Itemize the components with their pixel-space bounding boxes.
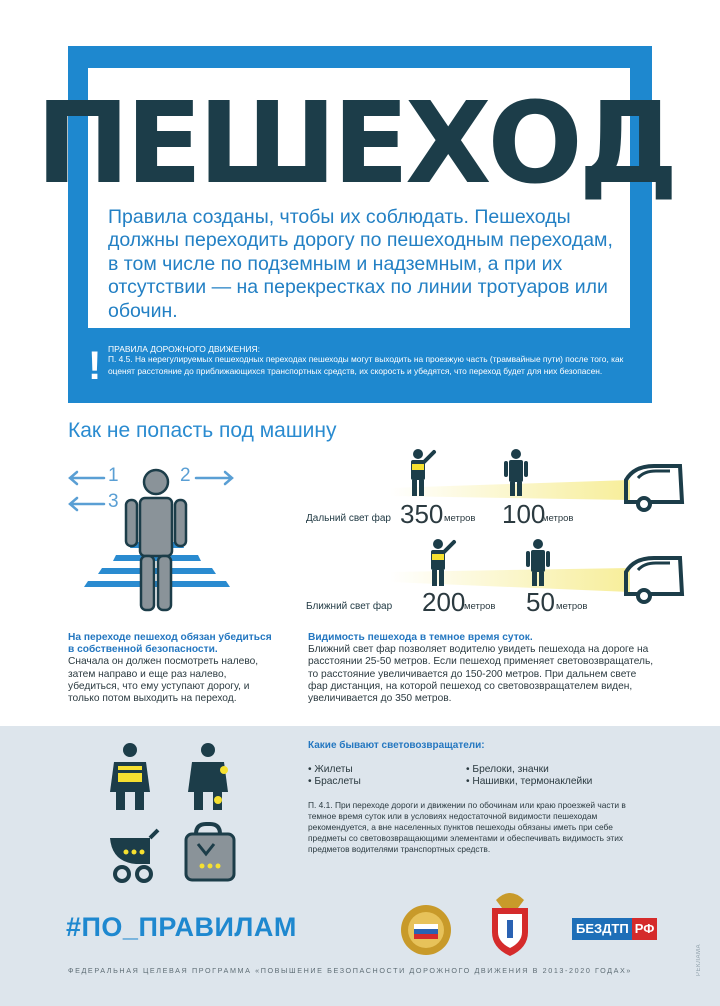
police-emblem-icon [488,886,532,958]
bezdtp-logo [572,918,657,940]
low-beam-unit-1: метров [464,601,496,612]
intro-text: Правила созданы, чтобы их соблюдать. Пешеходы должны переходить дорогу по пешеходным переходам, в том числе по подземным и надземным, а при их отсутствии — на перекрестках по линии тротуаров или обочин. [108,206,613,322]
footer-program: ФЕДЕРАЛЬНАЯ ЦЕЛЕВАЯ ПРОГРАММА «ПОВЫШЕНИЕ БЕЗОПАСНОСТИ ДОРОЖНОГО ДВИЖЕНИЯ В 2013-2020 ГОДАХ» [68,966,632,975]
car-icon [626,466,682,510]
section-title: Как не попасть под машину [68,419,337,442]
car-icon [626,558,682,602]
reflector-item-vests: • Жилеты [308,764,353,775]
high-beam-label: Дальний свет фар [306,513,391,524]
low-beam-distance-1: 200 [422,587,466,617]
high-beam-unit-2: метров [542,513,574,524]
visibility-info [308,632,658,705]
crossing-illustration [60,462,260,622]
crossing-info [68,632,278,705]
visibility-info-heading: Видимость пешехода в темное время суток. [308,632,533,643]
low-beam-label: Ближний свет фар [306,601,393,612]
high-beam-distance-1: 350 [400,499,444,529]
reflectors-heading: Какие бывают световозвращатели: [308,740,485,751]
rules-text: П. 4.5. На нерегулируемых пешеходных переходах пешеходы могут выходить на проезжую часть (трамвайные пути) после того, как оценят расстояние до приближающихся транспортных средств, их скорость и убедятся, что переход будет для них безопасен. [108,354,624,377]
crossing-info-heading: На переходе пешеход обязан убедиться в собственной безопасности. [68,632,272,656]
reflectors-rule-text: П. 4.1. При переходе дороги и движении по обочинам или краю проезжей части в темное время суток или в условиях недостаточной видимости пешеходам рекомендуется, а вне населенных пунктов пешеходы обязаны иметь при себе предметы со световозвращающими элементами и обеспечивать видимость этих предметов водителями транспортных средств. [308,800,626,854]
reflector-item-patches: • Нашивки, термонаклейки [466,776,593,787]
bracelet-icon [188,743,228,810]
low-beam-unit-2: метров [556,601,588,612]
exclamation-icon: ! [88,344,102,388]
gibdd-emblem-icon [398,902,454,958]
reflector-item-bracelets: • Браслеты [308,776,361,787]
low-beam-distance-2: 50 [526,587,555,617]
bezdtp-logo-main: БЕЗДТП [572,918,632,940]
page-title: ПЕШЕХОД [36,79,675,209]
visibility-info-body: Ближний свет фар позволяет водителю увидеть пешехода на дороге на расстоянии 25-50 метров. Если пешеход применяет световозвращатель, то расстояние увеличивается до 150-200 метров. При дальнем свете фар дистанция, на которой пешеход со световозвращателем виден, увеличивается до 350 метров. [308,644,654,705]
reflector-icons [100,740,250,890]
vest-icon [110,743,150,810]
bag-icon [186,824,234,880]
high-beam-distance-2: 100 [502,499,546,529]
advertising-mark: РЕКЛАМА [696,944,702,976]
stroller-icon [110,830,158,881]
step-1-label: 1 [108,465,119,486]
hashtag: #ПО_ПРАВИЛАМ [66,912,297,942]
reflector-item-keychains: • Брелоки, значки [466,764,549,775]
rules-heading: ПРАВИЛА ДОРОЖНОГО ДВИЖЕНИЯ: [108,344,261,354]
pedestrian-icon [126,470,186,610]
step-2-label: 2 [180,465,191,486]
bezdtp-logo-rf: РФ [632,918,658,940]
crossing-info-body: Сначала он должен посмотреть налево, затем направо и еще раз налево, убедиться, что ему уступают дорогу, и только потом выходить на переход. [68,656,259,705]
step-3-label: 3 [108,491,119,512]
high-beam-unit-1: метров [444,513,476,524]
